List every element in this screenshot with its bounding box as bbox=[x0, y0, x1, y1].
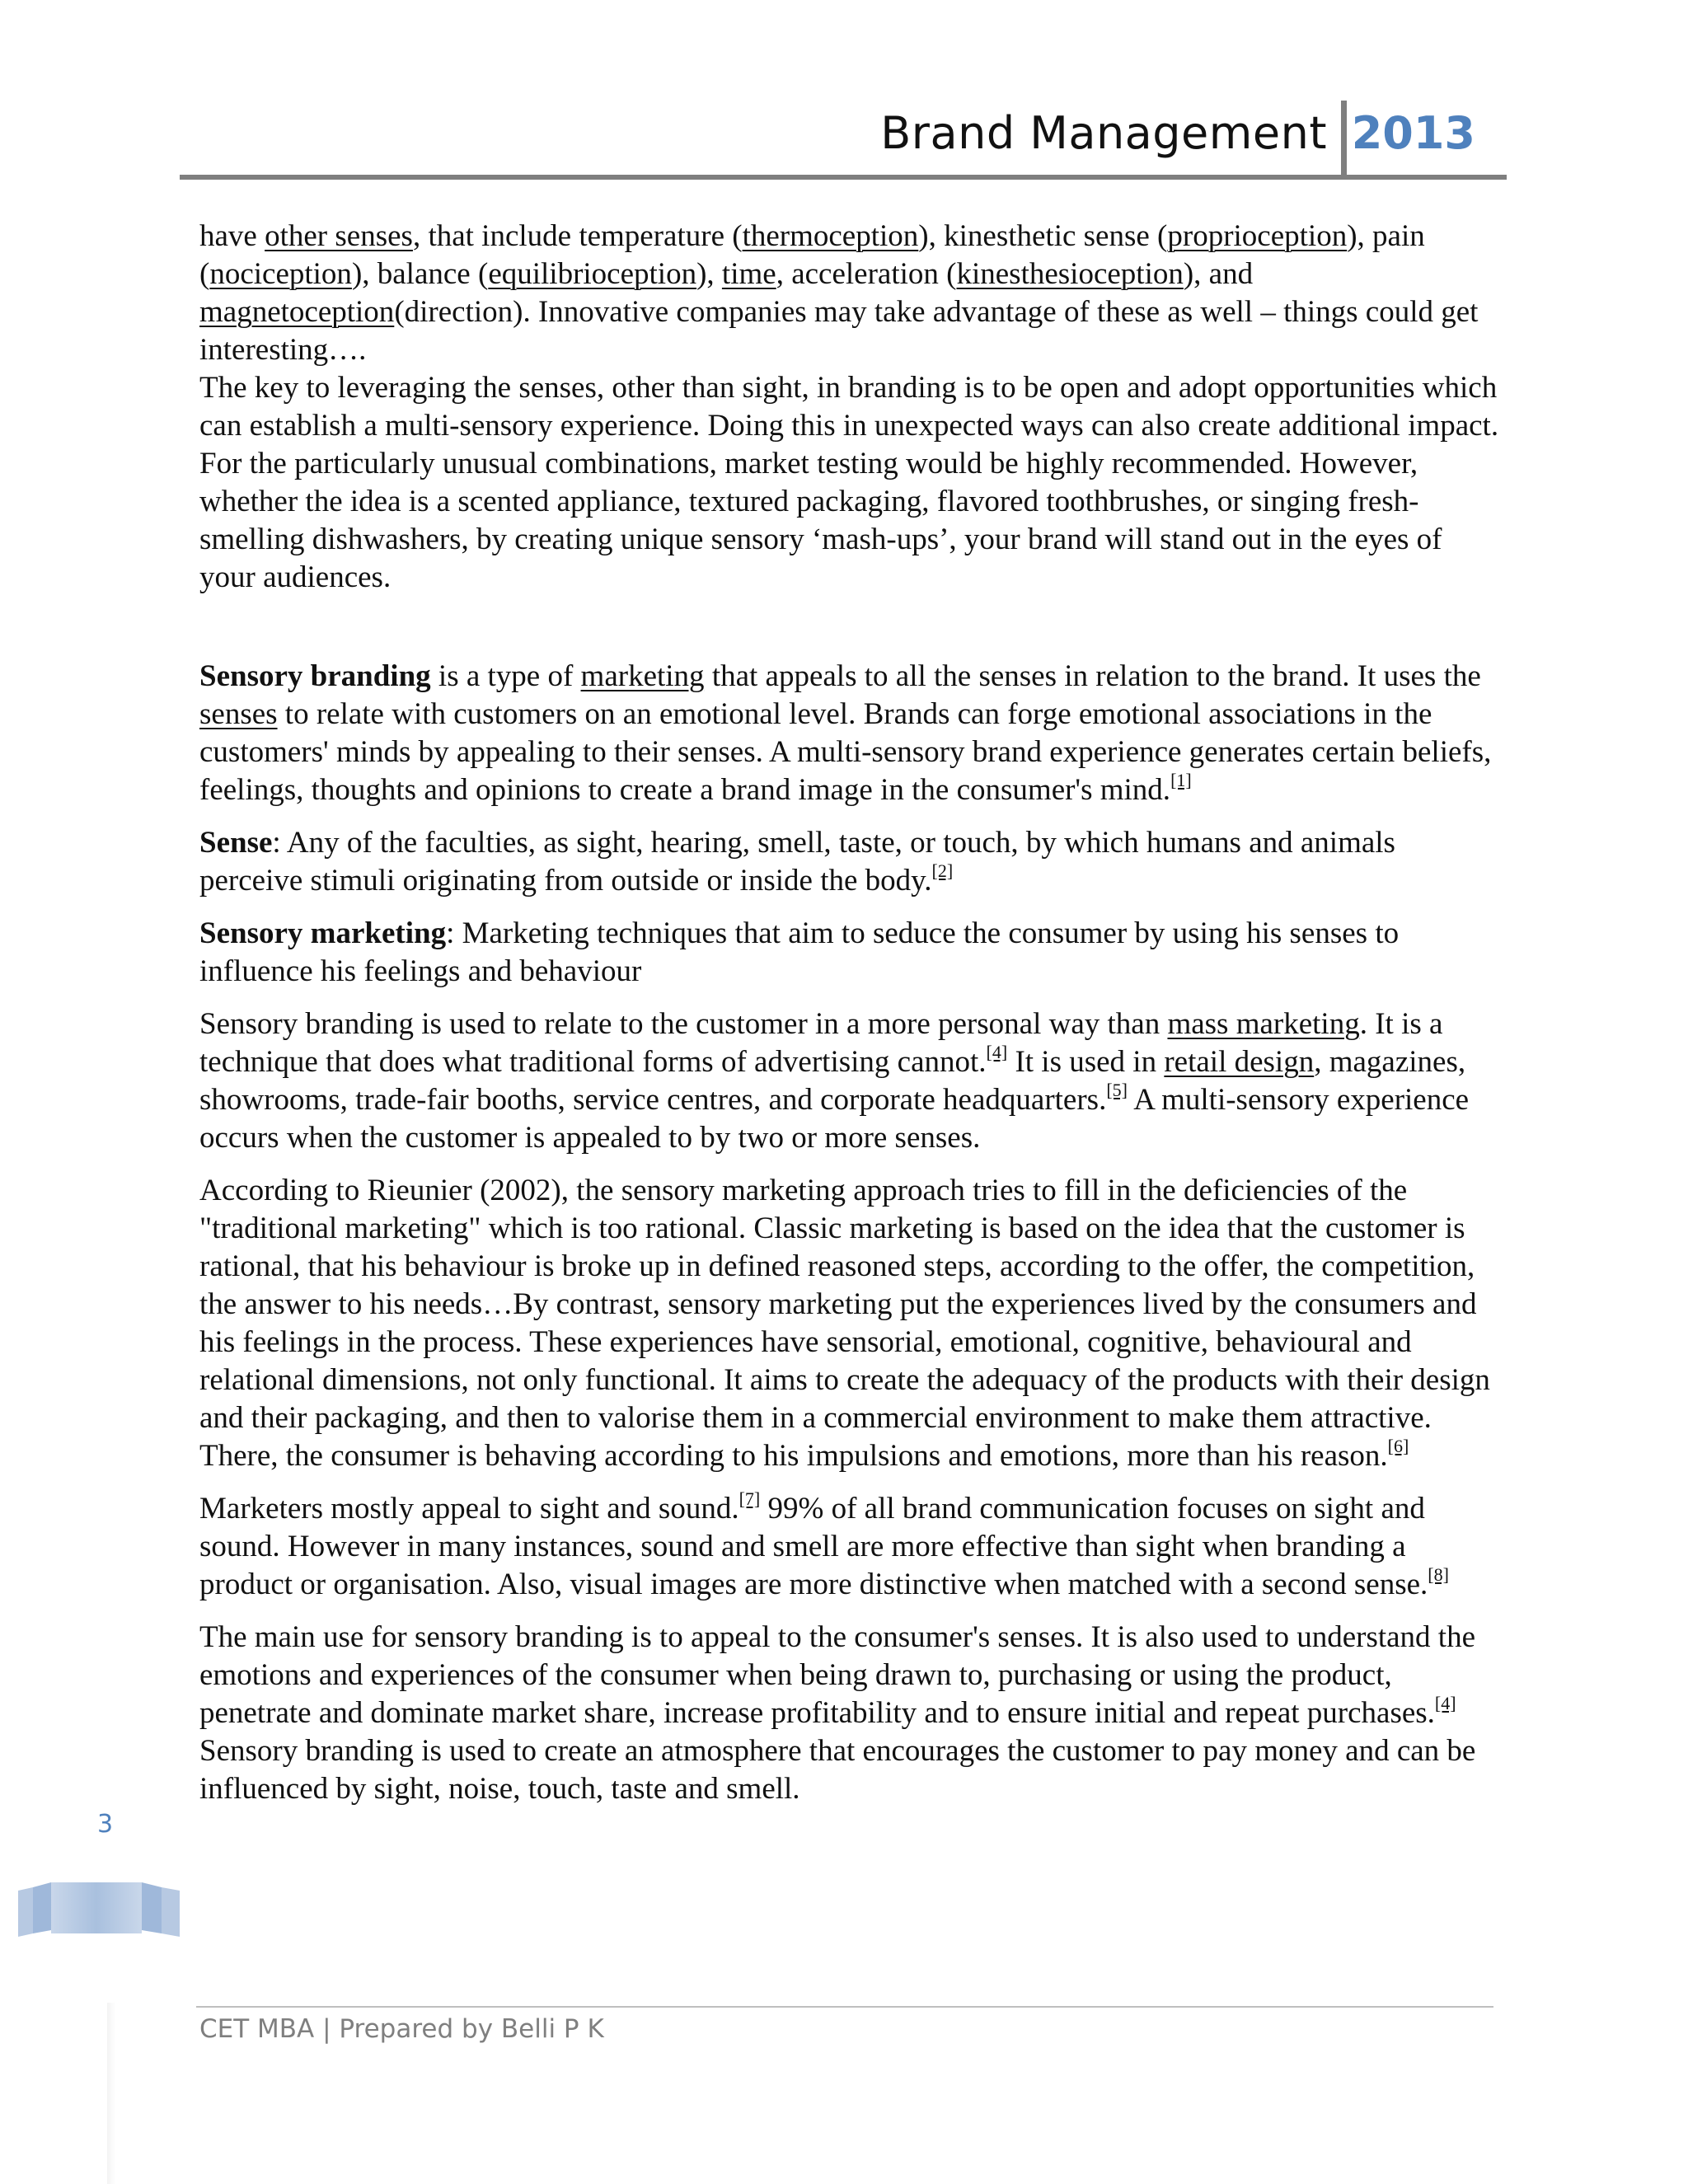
citation-link[interactable]: [7] bbox=[738, 1488, 761, 1509]
text: to relate with customers on an emotional level. Brands can forge emotional associations in the customers' minds by appealing to their senses. A multi-sensory brand experience generates certain beliefs, feelings, thoughts and opinions to create a brand image in the consumer's mind. bbox=[199, 697, 1492, 807]
citation-link[interactable]: [2] bbox=[931, 860, 954, 881]
link-other-senses[interactable]: other senses bbox=[265, 219, 413, 253]
paragraph-sight-and-sound bbox=[199, 1490, 1502, 1604]
paragraph-rieunier bbox=[199, 1172, 1502, 1475]
citation-link[interactable]: [8] bbox=[1428, 1564, 1449, 1585]
text: , that include temperature ( bbox=[412, 219, 743, 253]
paragraph-main-use bbox=[199, 1619, 1502, 1808]
citation-link[interactable]: [4] bbox=[986, 1042, 1008, 1062]
link-kinesthesioception[interactable]: kinesthesioception bbox=[956, 257, 1184, 291]
paragraph-sense-definition bbox=[199, 824, 1502, 900]
citation-link[interactable]: [6] bbox=[1387, 1436, 1409, 1456]
text: is a type of bbox=[430, 659, 581, 693]
text: 99% of all brand communication focuses on sight and sound. However in many instances, sound and smell are more effective than sight when branding a product or organisation. Also, visual images are more distinctive when matched with a second sense. bbox=[199, 1492, 1428, 1601]
text: , magazines, showrooms, trade-fair booths, service centres, and corporate headquarters. bbox=[199, 1045, 1466, 1117]
text: According to Rieunier (2002), the sensory marketing approach tries to fill in the deficiencies of the "traditional marketing" which is too rational. Classic marketing is based on the idea that the customer is rational, that his behaviour is broke up in defined reasoned steps, according to the offer, the competition, the answer to his needs…By contrast, sensory marketing put the experiences lived by the consumers and his feelings in the process. These experiences have sensorial, emotional, cognitive, behavioural and relational dimensions, not only functional. It aims to create the adequacy of the products with their design and their packaging, and then to valorise them in a commercial environment to make them attractive. There, the consumer is behaving according to his impulsions and emotions, more than his reason. bbox=[199, 1174, 1490, 1473]
term-sensory-branding: Sensory branding bbox=[199, 659, 431, 693]
citation-link[interactable]: [1] bbox=[1170, 770, 1192, 790]
text: that appeals to all the senses in relation to the brand. It uses the bbox=[704, 659, 1481, 693]
footer-text: CET MBA | Prepared by Belli P K bbox=[199, 2014, 604, 2044]
citation-link[interactable]: [4] bbox=[1434, 1693, 1456, 1713]
link-magnetoception[interactable]: magnetoception bbox=[199, 295, 395, 329]
paragraph-sensory-branding bbox=[199, 658, 1502, 809]
paragraph-personal-relation bbox=[199, 1005, 1502, 1157]
text: ), and bbox=[1183, 257, 1254, 291]
paragraph-other-senses bbox=[199, 218, 1502, 369]
document-body bbox=[199, 218, 1502, 1808]
paragraph-leveraging-senses: The key to leveraging the senses, other than sight, in branding is to be open and adopt opportunities which can establish a multi-sensory experience. Doing this in unexpected ways can also create additional impact. For the particularly unusual combinations, market testing would be highly recommended. However, whether the idea is a scented appliance, textured packaging, flavored toothbrushes, or singing fresh-smelling dishwashers, by creating unique sensory ‘mash-ups’, your brand will stand out in the eyes of your audiences. bbox=[199, 371, 1499, 594]
header-rule bbox=[180, 175, 1507, 180]
footer-rule bbox=[196, 2006, 1493, 2008]
text: A multi-sensory experience occurs when the customer is appealed to by two or more senses. bbox=[199, 1083, 1470, 1155]
link-proprioception[interactable]: proprioception bbox=[1167, 219, 1348, 253]
header-title: Brand Management bbox=[880, 107, 1327, 159]
text: . It is a technique that does what traditional forms of advertising cannot. bbox=[199, 1007, 1443, 1079]
text: Marketers mostly appeal to sight and sound. bbox=[199, 1492, 739, 1526]
link-marketing[interactable]: marketing bbox=[580, 659, 705, 693]
link-time[interactable]: time bbox=[721, 257, 776, 291]
text: : Marketing techniques that aim to seduce the consumer by using his senses to influence his feelings and behaviour bbox=[199, 916, 1400, 988]
link-mass-marketing[interactable]: mass marketing bbox=[1167, 1007, 1360, 1041]
text: ), balance ( bbox=[351, 257, 489, 291]
text: have bbox=[199, 219, 265, 253]
text: , acceleration ( bbox=[776, 257, 957, 291]
ribbon-decoration bbox=[18, 1879, 180, 1942]
page-header bbox=[180, 97, 1507, 180]
text: ), bbox=[696, 257, 722, 291]
link-retail-design[interactable]: retail design bbox=[1164, 1045, 1315, 1079]
paragraph-sensory-marketing-definition bbox=[199, 915, 1502, 991]
link-equilibrioception[interactable]: equilibrioception bbox=[488, 257, 697, 291]
page-edge-shadow bbox=[107, 2003, 115, 2184]
term-sense: Sense bbox=[199, 826, 273, 860]
text: : Any of the faculties, as sight, hearing, smell, taste, or touch, by which humans and animals perceive stimuli originating from outside or inside the body. bbox=[199, 826, 1395, 898]
text: ), pain ( bbox=[199, 219, 1425, 291]
text: (direction). Innovative companies may take advantage of these as well – things could get interesting…. bbox=[199, 295, 1479, 367]
link-thermoception[interactable]: thermoception bbox=[742, 219, 919, 253]
text: ), kinesthetic sense ( bbox=[918, 219, 1168, 253]
text: It is used in bbox=[1007, 1045, 1165, 1079]
header-separator bbox=[1341, 101, 1347, 180]
text: Sensory branding is used to create an atmosphere that encourages the customer to pay money and can be influenced by sight, noise, touch, taste and smell. bbox=[199, 1734, 1476, 1806]
term-sensory-marketing: Sensory marketing bbox=[199, 916, 447, 950]
link-nociception[interactable]: nociception bbox=[209, 257, 352, 291]
text: Sensory branding is used to relate to the customer in a more personal way than bbox=[199, 1007, 1168, 1041]
header-year: 2013 bbox=[1351, 107, 1475, 159]
citation-link[interactable]: [5] bbox=[1106, 1080, 1128, 1100]
text: The main use for sensory branding is to appeal to the consumer's senses. It is also used to understand the emotions and experiences of the consumer when being drawn to, purchasing or using the product, penetrate and dominate market share, increase profitability and to ensure initial and repeat purchases. bbox=[199, 1620, 1476, 1730]
page-number: 3 bbox=[97, 1810, 114, 1839]
link-senses[interactable]: senses bbox=[199, 697, 278, 731]
